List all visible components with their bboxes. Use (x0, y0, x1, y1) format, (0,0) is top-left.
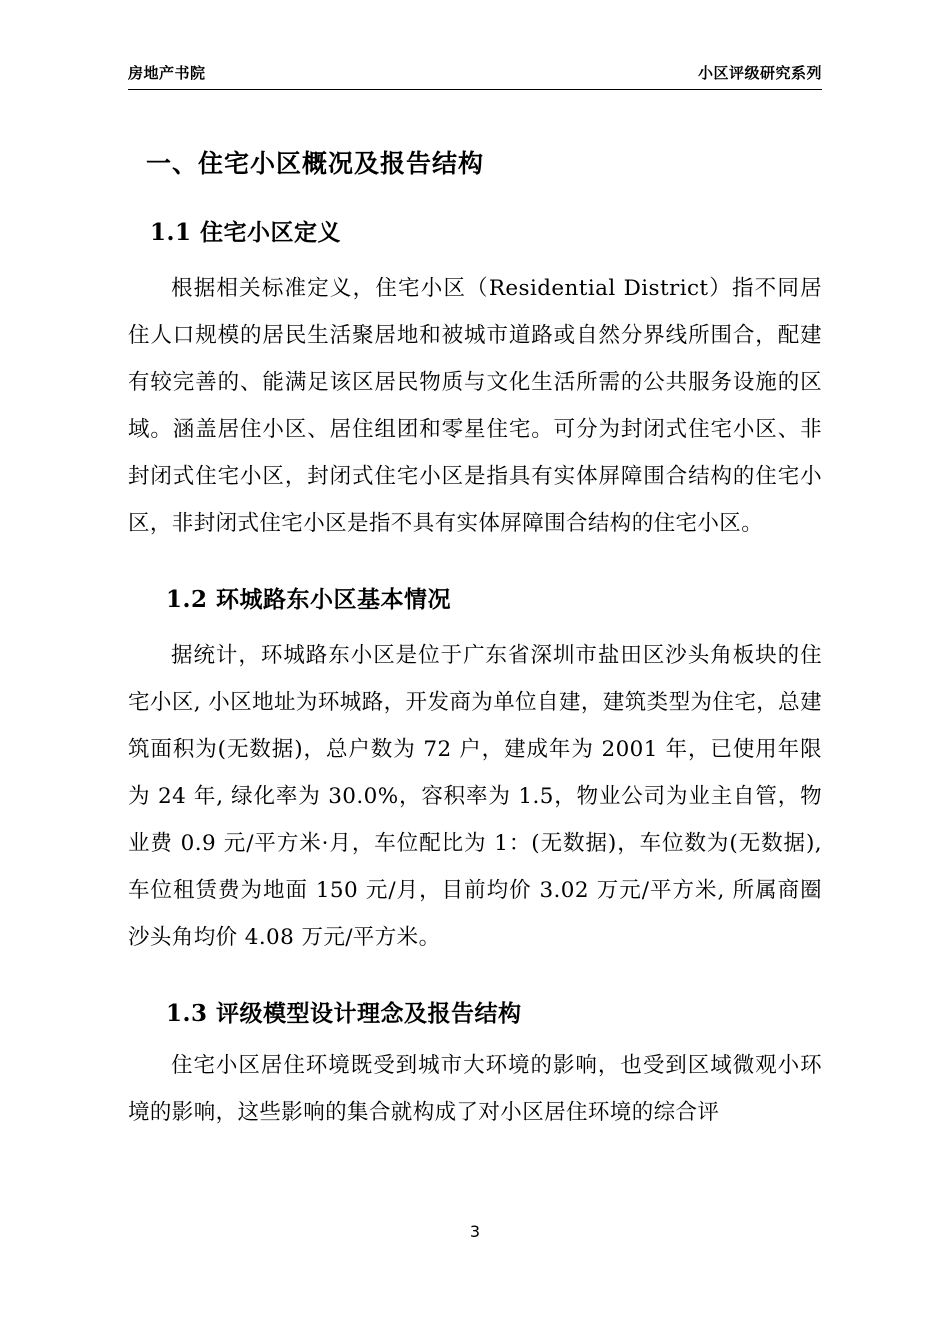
subsection-heading-1-3: 1.3 评级模型设计理念及报告结构 (166, 1000, 522, 1027)
page-content (128, 62, 822, 1136)
subsection-paragraph-1-3: 住宅小区居住环境既受到城市大环境的影响，也受到区域微观小环境的影响，这些影响的集合就构成了对小区居住环境的综合评 (128, 1053, 822, 1125)
header-left-text: 房地产书院 (128, 64, 206, 82)
page-number: 3 (469, 1222, 481, 1241)
subsection-paragraph-1-2: 据统计，环城路东小区是位于广东省深圳市盐田区沙头角板块的住宅小区, 小区地址为环城路，开发商为单位自建，建筑类型为住宅，总建筑面积为(无数据)，总户数为 72 户，建成年为 2001 年，已使用年限为 24 年, 绿化率为 30.0%，容积率为 1.5，物业公司为业主自管，物业费 0.9 元/平方米·月，车位配比为 1：(无数据)，车位数为(无数据), 车位租赁费为地面 150 元/月，目前均价 3.02 万元/平方米, 所属商圈沙头角均价 4.08 万元/平方米。 (128, 643, 822, 950)
subsection-heading-1-1: 1.1 住宅小区定义 (150, 219, 342, 246)
subsection-heading-1-2: 1.2 环城路东小区基本情况 (166, 586, 452, 613)
page-header (128, 62, 822, 90)
header-right-text: 小区评级研究系列 (697, 64, 822, 82)
subsection-paragraph-1-1: 根据相关标准定义，住宅小区（Residential District）指不同居住人口规模的居民生活聚居地和被城市道路或自然分界线所围合，配建有较完善的、能满足该区居民物质与文化生活所需的公共服务设施的区域。涵盖居住小区、居住组团和零星住宅。可分为封闭式住宅小区、非封闭式住宅小区，封闭式住宅小区是指具有实体屏障围合结构的住宅小区，非封闭式住宅小区是指不具有实体屏障围合结构的住宅小区。 (128, 276, 822, 536)
section-heading: 一、住宅小区概况及报告结构 (146, 149, 485, 178)
